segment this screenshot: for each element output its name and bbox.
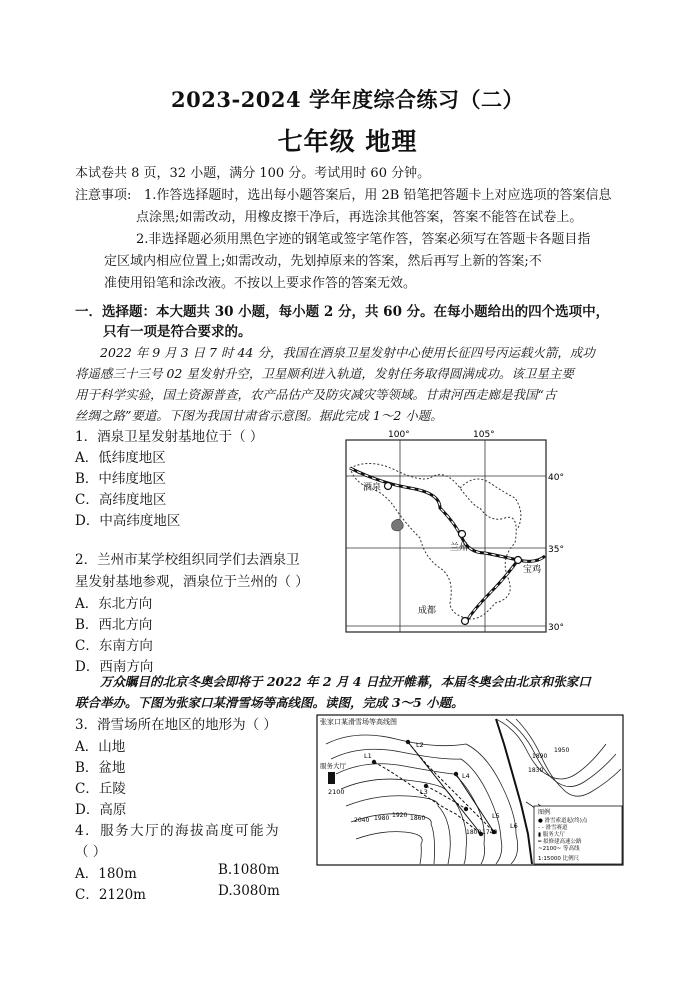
passage1-line3: 用于科学实验，国土资源普查，农产品估产及防灾减灾等领域。甘肃河西走廊是我国“古 [75,387,557,402]
q1-option-c: C．高纬度地区 [75,492,167,508]
service-hall-label: 服务大厅 [320,762,346,770]
notice-2a: 2.非选择题必须用黑色字迹的钢笔或签字笔作答，答案必须写在答题卡各题目指 [136,232,591,247]
passage1-line4: 丝绸之路”要道。下图为我国甘肃省示意图。据此完成 1～2 小题。 [75,408,443,423]
passage1-line1: 2022 年 9 月 3 日 7 时 44 分，我国在酒泉卫星发射中心使用长征四号丙运载火箭，成功 [100,345,595,360]
lat-label: 40° [548,473,564,483]
notice-1b: 点涂黑;如需改动，用橡皮擦干净后，再选涂其他答案，答案不能答在试卷上。 [136,210,583,225]
section-heading: 一．选择题：本大题共 30 小题，每小题 2 分，共 60 分。在每小题给出的四个选项中， [75,304,610,320]
exam-title: 2023-2024 学年度综合练习（二） [171,87,524,112]
lat-label: 30° [548,623,564,633]
map-title: 张家口某滑雪场等高线图 [320,718,397,726]
contour-label: 1890 [532,753,548,760]
lift-label: L6 [510,822,518,830]
q3-option-d: D．高原 [75,802,127,818]
contour-label: 1830 [528,767,544,774]
q2-option-d: D．西南方向 [75,659,154,675]
notice-2b: 定区域内相应位置上;如需改动，先划掉原来的答案，然后再写上新的答案;不 [104,254,542,269]
passage2-line1: 万众瞩目的北京冬奥会即将于 2022 年 2 月 4 日拉开帷幕，本届冬奥会由北京和张家口 [100,674,591,689]
legend-item: - - 滑雪赛道 [538,825,568,831]
city-marker [515,557,522,564]
lift-label: L4 [462,772,470,780]
lift-label: L5 [492,812,500,820]
city-label: 成都 [418,606,437,616]
contour-label: 1980 [374,815,390,822]
legend-item: ~2100~ 等高线 [538,846,580,852]
q1-stem: 1．酒泉卫星发射基地位于（ ） [75,429,264,445]
legend-item: ● 滑雪索道起(终)点 [538,818,588,824]
notice-1a: 1.作答选择题时，选出每小题答案后，用 2B 铅笔把答题卡上对应选项的答案信息 [144,188,612,203]
q3-stem: 3．滑雪场所在地区的地形为（ ） [75,717,277,733]
q2-option-a: A．东北方向 [75,596,153,612]
contour-label: 1800 [466,829,482,836]
q4-option-a: A．180m [75,866,137,882]
notice-label: 注意事项: [75,188,132,203]
gansu-map [340,428,580,638]
contour-label: 1920 [392,812,408,819]
notice-2c: 准使用铅笔和涂改液。不按以上要求作答的答案无效。 [104,276,417,291]
q4-option-c: C．2120m [75,887,146,903]
legend-item: 1:15000 比例尺 [538,856,580,862]
legend-title: 图例 [538,809,551,816]
lat-label: 35° [548,545,564,555]
q1-option-a: A．低纬度地区 [75,450,166,466]
q3-option-b: B．盆地 [75,760,126,776]
city-marker [462,618,469,625]
q2-stem: 2．兰州市某学校组织同学们去酒泉卫 [75,552,300,568]
lon-label: 100° [388,430,410,440]
q4-stem-cont: （ ） [75,844,107,860]
legend-item: ━ 拟修建高速公路 [538,839,582,845]
intro-line: 本试卷共 8 页，32 小题，满分 100 分。考试用时 60 分钟。 [75,166,431,181]
lift-label: L3 [420,788,428,796]
q4-stem: 4．服务大厅的海拔高度可能为 [75,823,281,839]
city-label: 兰州 [450,543,469,553]
contour-label: 1740 [482,829,498,836]
hall-elevation: 2100 [328,788,345,796]
city-marker [385,483,392,490]
contour-label: 2040 [354,817,370,824]
section-heading-cont: 只有一项是符合要求的。 [103,324,252,340]
contour-label: 1860 [410,815,426,822]
q3-option-a: A．山地 [75,739,126,755]
contour-label: 1950 [554,747,570,754]
q2-stem-cont: 星发射基地参观，酒泉位于兰州的（ ） [75,574,309,590]
passage2-line2: 联合举办。下图为张家口某滑雪场等高线图。读图，完成 3～5 小题。 [75,695,464,710]
lift-label: L2 [416,741,424,749]
q4-option-b: B.1080m [218,862,280,878]
q4-option-d: D.3080m [218,883,280,899]
lift-label: L1 [364,752,372,760]
service-hall-icon [328,772,335,784]
city-marker [459,531,466,538]
q2-option-c: C．东南方向 [75,638,153,654]
legend-item: ▮ 服务大厅 [538,832,565,838]
city-label: 酒泉 [363,483,382,493]
passage1-line2: 将遥感三十三号 02 星发射升空，卫星顺利进入轨道，发射任务取得圆满成功。该卫星主要 [75,366,574,381]
contour-map [316,714,626,868]
city-label: 宝鸡 [523,565,542,575]
q1-option-d: D．中高纬度地区 [75,513,181,529]
exam-subtitle: 七年级 地理 [277,127,418,156]
q1-option-b: B．中纬度地区 [75,471,166,487]
q3-option-c: C．丘陵 [75,781,126,797]
lon-label: 105° [473,430,495,440]
q2-option-b: B．西北方向 [75,617,153,633]
